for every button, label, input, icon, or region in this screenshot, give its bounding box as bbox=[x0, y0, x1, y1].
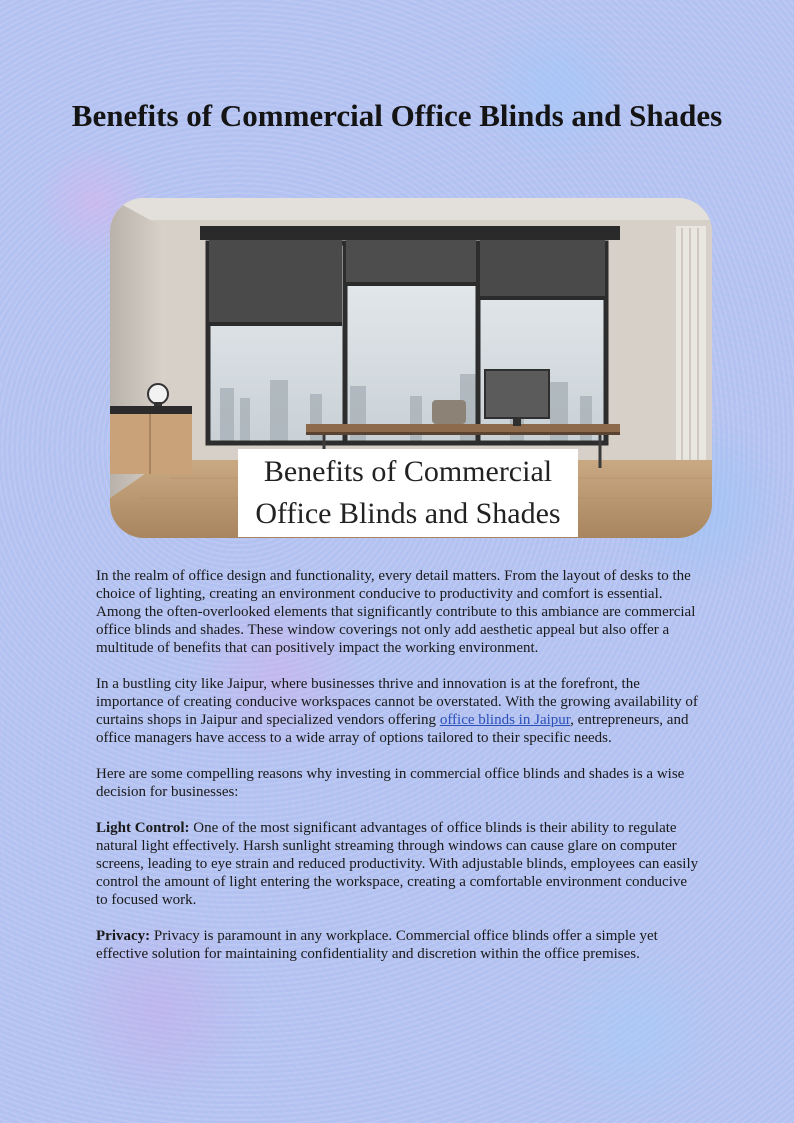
office-blinds-jaipur-link[interactable]: office blinds in Jaipur bbox=[439, 712, 571, 728]
privacy-text: Privacy is paramount in any workplace. Commercial office blinds offer a simple yet effective solution for maintaining confidentiality and discretion within the office premises. bbox=[96, 928, 658, 962]
jaipur-paragraph-text-end: , entrepreneurs, and office managers have access to a wide array of options tailored to their specific needs. bbox=[96, 712, 689, 746]
light-control-heading: Light Control: bbox=[96, 820, 190, 836]
reasons-intro-paragraph: Here are some compelling reasons why investing in commercial office blinds and shades is a wise decision for businesses: bbox=[96, 766, 685, 800]
hero-caption-line-1: Benefits of Commercial bbox=[263, 455, 553, 488]
privacy-heading: Privacy: bbox=[96, 928, 151, 944]
hero-caption-line-2: Office Blinds and Shades bbox=[255, 497, 561, 530]
article-body bbox=[96, 567, 700, 981]
intro-paragraph: In the realm of office design and functionality, every detail matters. From the layout of desks to the choice of lighting, creating an environment conducive to productivity and comfort is essential. Among the often-overlooked elements that significantly contribute to this ambiance are commercial office blinds and shades. These window coverings not only add aesthetic appeal but also offer a multitude of benefits that can positively impact the working environment. bbox=[96, 568, 696, 656]
page-title: Benefits of Commercial Office Blinds and Shades bbox=[71, 98, 723, 133]
light-control-text: One of the most significant advantages of office blinds is their ability to regulate natural light effectively. Harsh sunlight streaming through windows can cause glare on computer screens, leading to eye strain and reduced productivity. With adjustable blinds, employees can easily control the amount of light entering the workspace, creating a comfortable environment conducive to focused work. bbox=[96, 820, 699, 908]
light-control-paragraph bbox=[96, 819, 700, 909]
hero-caption bbox=[238, 449, 578, 537]
jaipur-paragraph bbox=[96, 675, 700, 747]
jaipur-paragraph-text-start: In a bustling city like Jaipur, where businesses thrive and innovation is at the forefront, the importance of creating conducive workspaces cannot be overstated. With the growing availability of curtains shops in Jaipur and specialized vendors offering bbox=[96, 676, 698, 728]
privacy-paragraph bbox=[96, 927, 700, 963]
